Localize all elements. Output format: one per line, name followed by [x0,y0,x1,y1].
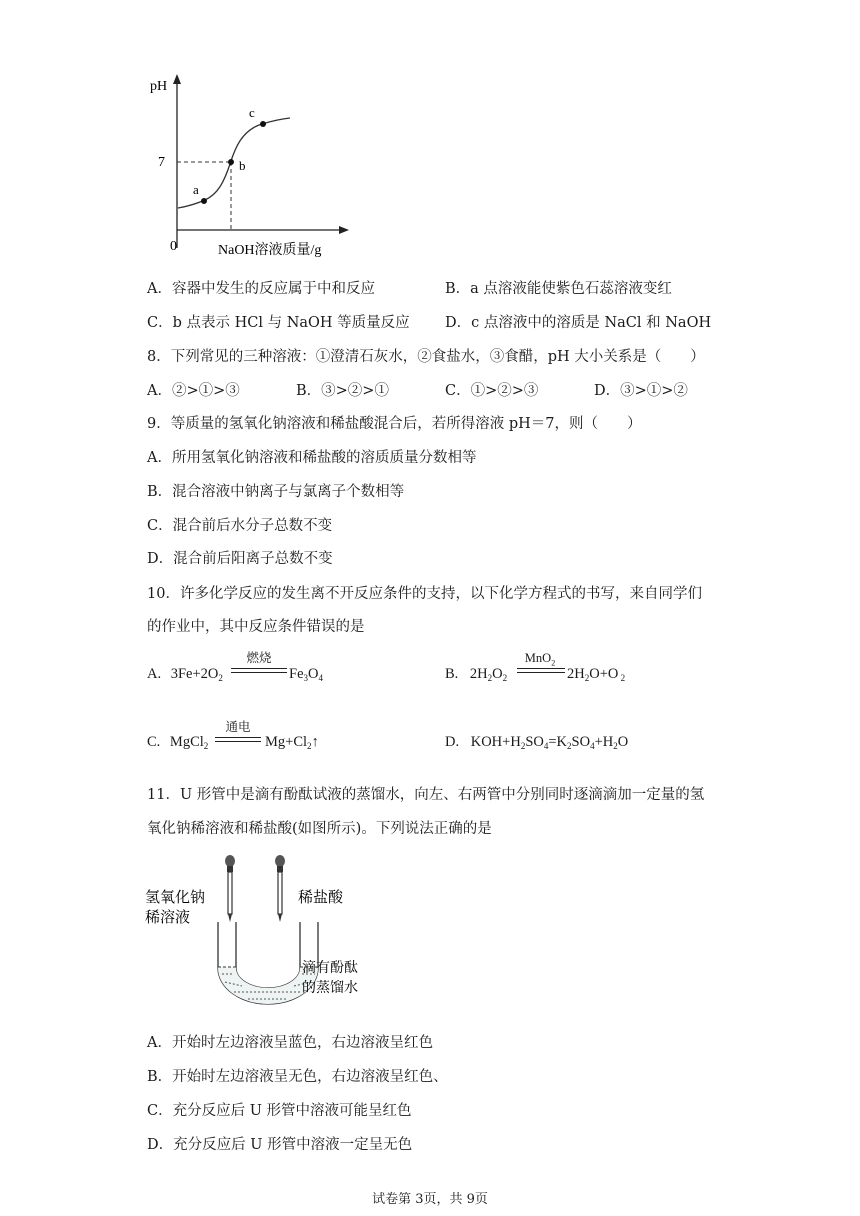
q7-option-c[interactable]: C．b 点表示 HCl 与 NaOH 等质量反应 [147,315,410,331]
q11-option-d[interactable]: D．充分反应后 U 形管中溶液一定呈无色 [147,1137,413,1153]
q8-option-a[interactable]: A．②>①>③ [147,383,240,399]
right-dropper-icon [275,855,285,922]
q10-c-double-line [215,737,261,742]
q10-a-product: $Fe_3O_4$ [289,666,323,683]
q10-stem-line2: 的作业中，其中反应条件错误的是 [147,619,365,635]
fig-right-label: 稀盐酸 [298,888,344,906]
x-axis-arrow [339,226,349,234]
q10-a-double-line [231,668,287,673]
q8-stem: 8．下列常见的三种溶液：①澄清石灰水，②食盐水，③食醋，pH 大小关系是（ ） [147,349,705,365]
fig-left-label-line1: 氢氧化钠 [145,888,206,906]
ph-titration-graph [140,70,370,270]
q11-stem-line1: 11．U 形管中是滴有酚酞试液的蒸馏水，向左、右两管中分别同时逐滴滴加一定量的氢 [147,787,705,803]
q10-option-a-label: A. [147,666,162,682]
page-footer: 试卷第 3页，共 9页 [372,1192,488,1207]
q10-a-condition: 燃烧 [246,651,272,665]
q8-option-b[interactable]: B．③>②>① [296,383,389,399]
y-axis-label: pH [150,79,168,94]
q10-b-product: $2H_2O+O$ $_2$ [567,666,626,683]
point-b-dot [228,159,234,165]
q11-option-b[interactable]: B．开始时左边溶液呈无色，右边溶液呈红色、 [147,1069,448,1085]
q9-option-b[interactable]: B．混合溶液中钠离子与氯离子个数相等 [147,484,405,500]
q10-option-b[interactable]: B. $2H_2O_2$ [445,666,508,683]
q10-option-b-label: B. [445,666,459,682]
q8-option-c[interactable]: C．①>②>③ [445,383,539,399]
point-a-label: a [193,182,199,197]
fig-left-label-line2: 稀溶液 [145,908,191,926]
y-axis-arrow [173,74,181,84]
q10-stem-line1: 10．许多化学反应的发生离不开反应条件的支持，以下化学方程式的书写，来自同学们 [147,586,702,602]
q10-option-a[interactable]: A. $3Fe+2O_2$ [147,666,223,683]
x-axis-label: NaOH溶液质量/g [218,243,322,258]
q7-option-a[interactable]: A．容器中发生的反应属于中和反应 [147,281,375,297]
origin-label: 0 [170,239,177,254]
q7-option-b[interactable]: B．a 点溶液能使紫色石蕊溶液变红 [445,281,672,297]
q8-option-d[interactable]: D．③>①>② [594,383,688,399]
left-dropper-icon [225,855,235,922]
q10-option-c[interactable]: C. MgCl$_2$ [147,734,209,751]
point-a-dot [201,198,207,204]
q10-option-c-label: C. [147,734,161,750]
q7-option-d[interactable]: D．c 点溶液中的溶质是 NaCl 和 NaOH [445,315,712,331]
q11-option-a[interactable]: A．开始时左边溶液呈蓝色，右边溶液呈红色 [147,1035,433,1051]
y-tick-7: 7 [158,155,165,170]
q9-option-d[interactable]: D．混合前后阳离子总数不变 [147,551,333,567]
q10-option-d[interactable]: D. $KOH+H_2SO_4=K_2SO_4+H_2O$ [445,734,629,751]
q10-option-d-label: D. [445,734,460,750]
fig-water-label-line2: 的蒸馏水 [302,980,358,996]
q11-option-c[interactable]: C．充分反应后 U 形管中溶液可能呈红色 [147,1103,412,1119]
q10-b-condition: MnO$_2$ [524,651,556,668]
q10-c-condition: 通电 [225,720,251,734]
q9-stem: 9．等质量的氢氧化钠溶液和稀盐酸混合后，若所得溶液 pH＝7，则（ ） [147,416,642,432]
q10-c-product: $Mg+Cl_2↑$ [265,734,319,751]
point-c-label: c [249,105,255,120]
q10-b-double-line [517,668,565,673]
u-tube-inner [236,922,300,988]
point-c-dot [260,121,266,127]
fig-water-label-line1: 滴有酚酞 [302,960,358,976]
q11-stem-line2: 氧化钠稀溶液和稀盐酸(如图所示)。下列说法正确的是 [147,821,492,837]
u-tube-figure [140,850,390,1015]
q9-option-c[interactable]: C．混合前后水分子总数不变 [147,518,333,534]
point-b-label: b [239,158,246,173]
q9-option-a[interactable]: A．所用氢氧化钠溶液和稀盐酸的溶质质量分数相等 [147,450,477,466]
